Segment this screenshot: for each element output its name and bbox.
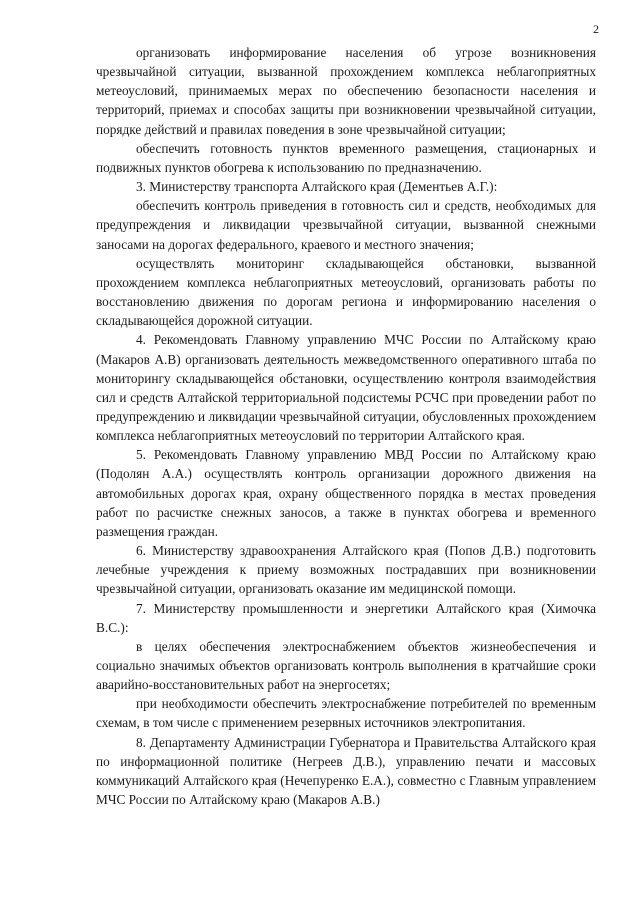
paragraph-item-5: 5. Рекомендовать Главному управлению МВД России по Алтайскому краю (Подолян А.А.) осуществлять контроль организации дорожного движения на автомобильных дорогах края, охрану общественного порядка в местах проведения работ по расчистке снежных заносов, а также в пунктах обогрева и временного размещения граждан. [96, 447, 596, 539]
page-number: 2 [593, 22, 599, 36]
paragraph-power-supply: в целях обеспечения электроснабжением объектов жизнеобеспечения и социально значимых объектов организовать контроль выполнения в кратчайшие сроки аварийно-восстановительных работ на энергосетях; [96, 638, 596, 693]
paragraph-control-readiness: обеспечить контроль приведения в готовность сил и средств, необходимых для предупреждения и ликвидации чрезвычайной ситуации, вызванной снежными заносами на дорогах федерального, краевого и местного значения; [96, 198, 596, 252]
document-body [96, 43, 596, 809]
paragraph-item-6: 6. Министерству здравоохранения Алтайского края (Попов Д.В.) подготовить лечебные учреждения к приему возможных пострадавших при возникновении чрезвычайной ситуации, организовать оказание им медицинской помощи. [96, 543, 596, 597]
paragraph-item-4: 4. Рекомендовать Главному управлению МЧС России по Алтайскому краю (Макаров А.В) организовать деятельность межведомственного оперативного штаба по мониторингу складывающейся обстановки, осуществлению контроля взаимодействия сил и средств Алтайской территориальной подсистемы РСЧС при проведении работ по предупреждению и ликвидации чрезвычайной ситуации, обусловленных прохождением комплекса неблагоприятных метеоусловий по территории Алтайского края. [96, 332, 596, 444]
paragraph-item-7: 7. Министерству промышленности и энергетики Алтайского края (Химочка В.С.): [96, 600, 596, 635]
paragraph-inform-population: организовать информирование населения об угрозе возникновения чрезвычайной ситуации, вызванной прохождением комплекса неблагоприятных метеоусловий, принимаемых мерах по обеспечению безопасности населения и территорий, приемах и способах защиты при возникновении чрезвычайной ситуации, порядке действий и правилах поведения в зоне чрезвычайной ситуации; [96, 45, 596, 137]
paragraph-monitoring: осуществлять мониторинг складывающейся обстановки, вызванной прохождением комплекса неблагоприятных метеоусловий, организовать работы по восстановлению движения по дорогам региона и информированию населения о складывающейся дорожной ситуации. [96, 255, 596, 329]
paragraph-temporary-schemes: при необходимости обеспечить электроснабжение потребителей по временным схемам, в том числе с применением резервных источников электропитания. [96, 696, 596, 731]
paragraph-item-3: 3. Министерству транспорта Алтайского края (Дементьев А.Г.): [136, 179, 498, 195]
paragraph-heating-points: обеспечить готовность пунктов временного размещения, стационарных и подвижных пунктов обогрева к использованию по предназначению. [96, 140, 596, 175]
paragraph-item-8: 8. Департаменту Администрации Губернатора и Правительства Алтайского края по информационной политике (Негреев Д.В.), управлению печати и массовых коммуникаций Алтайского края (Нечепуренко Е.А.), совместно с Главным управлением МЧС России по Алтайскому краю (Макаров А.В.) [96, 734, 596, 808]
